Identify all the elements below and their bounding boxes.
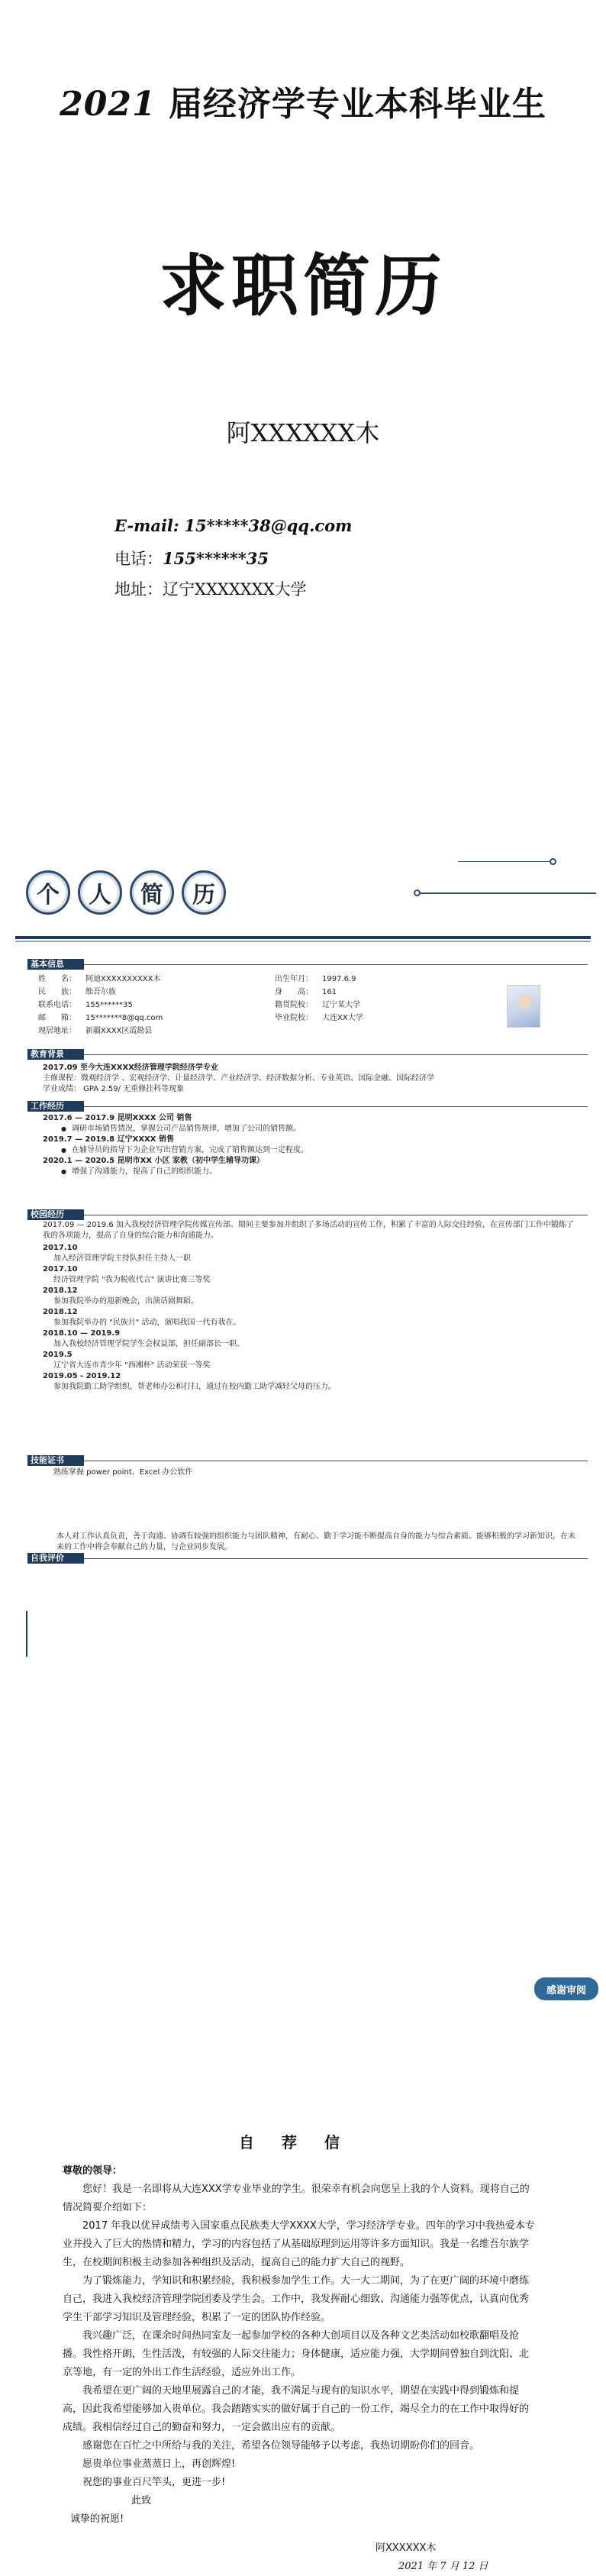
letter-title: 自荐信 — [239, 2133, 367, 2152]
letter-wish: 愿贵单位事业蒸蒸日上，再创辉煌! — [82, 2458, 236, 2470]
address-label: 地址： — [114, 580, 163, 599]
info-value: 155******35 — [85, 1001, 133, 1009]
section-rule — [84, 1106, 588, 1107]
cover-letter — [63, 2162, 536, 2576]
info-label: 姓 名： — [38, 975, 76, 983]
info-value: 161 — [322, 988, 337, 996]
letter-paragraph: 为了锻炼能力，学知识和积累经验，我积极参加学生工作。大一大二期间，为了在更广阔的环境中磨练自己，我进入我校经济管理学院团委及学生会。工作中，我发挥耐心细致、沟通能力强等优点，认真向优秀学生干部学习知识及管理经验，积累了一定的团队协作经验。 — [63, 2275, 530, 2323]
work-block — [43, 1113, 577, 1177]
info-label: 现居地址： — [38, 1027, 76, 1035]
info-label: 邮 箱： — [38, 1014, 76, 1022]
letter-closing: 诚挚的祝愿! — [70, 2513, 124, 2525]
campus-date: 2018.12 — [43, 1286, 78, 1295]
info-value: 阿迪XXXXXXXXXX木 — [85, 975, 161, 983]
section-rule — [84, 1558, 588, 1559]
email-label: E-mail: — [114, 516, 179, 535]
work-title: 2019.7 — 2019.8 辽宁XXXX 销售 — [43, 1135, 174, 1144]
letter-paragraph: 您好！我是一名即将从大连XXX学专业毕业的学生。很荣幸有机会向您呈上我的个人资料。现将自己的情况简要介绍如下： — [63, 2184, 530, 2213]
campus-date: 2018.12 — [43, 1308, 78, 1316]
cover-title — [0, 76, 606, 125]
letter-signature: 阿XXXXXX木 — [376, 2542, 437, 2554]
info-value: 1997.6.9 — [322, 975, 356, 983]
info-value: 新疆XXXX区霞勘县 — [85, 1027, 153, 1035]
decor-line — [458, 861, 550, 862]
edu-line: 2017.09 至今大连XXXX经济管理学院经济学专业 — [43, 1064, 218, 1072]
info-value: 15*******8@qq.com — [85, 1014, 163, 1022]
campus-desc: 参加我院举办的 "民族月" 活动，演唱我国一代有我在。 — [53, 1319, 241, 1327]
work-desc: ● 增强了沟通能力，提高了自己的组织能力。 — [61, 1167, 577, 1177]
resume-heading — [26, 870, 226, 915]
info-label: 毕业院校： — [275, 1014, 313, 1022]
info-value — [322, 1026, 467, 1037]
decor-line — [421, 893, 596, 894]
letter-paragraph: 我希望在更广阔的天地里展露自己的才能，我不满足与现有的知识水平，期望在实践中得到锻炼和提高，因此我希望能够加入贵单位。我会踏踏实实的做好属于自己的一份工作，竭尽全力的在工作中取得好的成绩。我相信经过自己的勤奋和努力，一定会做出应有的贡献。 — [63, 2385, 530, 2433]
profile-photo — [507, 985, 540, 1028]
contact-email — [114, 516, 352, 535]
info-label: 出生年月： — [275, 975, 313, 983]
applicant-name: 阿XXXXXX木 — [226, 418, 380, 447]
info-label: 联系电话： — [38, 1001, 76, 1009]
info-value: 大连XX大学 — [322, 1014, 363, 1022]
campus-block — [43, 1220, 577, 1393]
email-value: 15*****38@qq.com — [184, 516, 353, 535]
info-value: 辽宁某大学 — [322, 1001, 360, 1009]
main-title: 求职简历 — [159, 246, 446, 325]
decor-dot — [414, 889, 421, 896]
campus-date: 2019.5 — [43, 1351, 73, 1359]
self-eval-text: 本人对工作认真负责，善于沟通、协调有较强的组织能力与团队精神，有耐心、勤于学习能不断提高自身的能力与综合素质。能够积极的学习新知识，在未来的工作中将会奉献自己的力量，与企业同步发展。 — [56, 1532, 575, 1551]
address-value: 辽宁XXXXXXX大学 — [163, 580, 307, 599]
info-label: 身 高： — [275, 988, 313, 996]
letter-paragraph: 感谢您在百忙之中所给与我的关注，希望各位领导能够予以考虑，我热切期盼你们的回音。 — [82, 2440, 480, 2452]
letter-greeting: 尊敬的领导： — [63, 2165, 123, 2177]
letter-paragraph: 我兴趣广泛，在课余时间热同室友一起参加学校的各种大创项目以及各种文艺类活动如校歌翻唱及抢播。我性格开朗，生性活泼，有较强的人际交往能力；身体健康，适应能力强，大学期间曾独自到沈阳、北京等地，有一定的外出工作生活经验，适应外出工作。 — [63, 2330, 530, 2378]
campus-desc: 辽宁省大连市青少年 "西湘杯" 活动荣获一等奖 — [53, 1361, 211, 1370]
skills-text: 熟练掌握 power point、Excel 办公软件 — [53, 1468, 193, 1477]
campus-date: 2019.05 - 2019.12 — [43, 1372, 121, 1380]
letter-closing: 此致 — [131, 2495, 152, 2507]
letter-paragraph: 2017 年我以优异成绩考入国家重点民族类大学XXXX大学，学习经济学专业。四年的学习中我热爱本专业并投入了巨大的热情和精力，学习的内容包括了从基础原理到运用等许多方面知识。我是一名维吾尔族学生，在校期间积极主动参加各种组织及活动，提高自己的能力扩大自己的视野。 — [63, 2220, 535, 2268]
contact-address — [114, 577, 307, 600]
thanks-stamp: 感谢审阅 — [534, 1977, 598, 2000]
section-self: 自我评价 — [31, 1553, 64, 1563]
info-label: 民 族： — [38, 988, 76, 996]
heading-char-2: 人 — [78, 870, 122, 915]
heading-char-4: 历 — [182, 870, 226, 915]
cover-title-rest: 届经济学专业本科毕业生 — [156, 85, 546, 124]
phone-label: 电话： — [114, 550, 163, 568]
section-work: 工作经历 — [31, 1101, 64, 1111]
section-campus: 校园经历 — [31, 1209, 64, 1219]
campus-desc: 加入经济管理学院主持队担任主持人一职 — [53, 1254, 191, 1263]
education-block — [43, 1063, 577, 1095]
work-desc: ● 调研市场销售情况，掌握公司产品销售规律，增加了公司的销售额。 — [61, 1124, 577, 1135]
phone-value: 155******35 — [163, 549, 269, 568]
edu-line: 学业成绩： GPA 2.59/ 无重修挂科等现象 — [43, 1085, 185, 1093]
work-title: 2020.1 — 2020.5 昆明市XX 小区 家教（初中学生辅导功课） — [43, 1157, 265, 1165]
section-rule — [84, 964, 588, 965]
section-edu: 教育背景 — [31, 1049, 64, 1059]
basic-info-grid — [38, 974, 466, 1037]
work-title: 2017.6 — 2017.9 昆明XXXX 公司 销售 — [43, 1114, 192, 1122]
section-skills: 技能证书 — [31, 1455, 64, 1465]
contact-phone — [114, 547, 269, 570]
info-label: 籍贯院校： — [275, 1001, 313, 1009]
heading-char-1: 个 — [26, 870, 70, 915]
cover-year: 2021 — [60, 85, 156, 124]
decor-dot — [550, 858, 556, 865]
letter-date: 2021 年 7 月 12 日 — [398, 2561, 488, 2572]
info-value: 维吾尔族 — [85, 988, 116, 996]
section-rule — [84, 1054, 588, 1055]
campus-desc: 加入我校经济管理学院学生会权益部，担任副部长一职。 — [53, 1340, 244, 1348]
campus-date: 2017.10 — [43, 1244, 78, 1252]
campus-date: 2017.10 — [43, 1265, 78, 1273]
letter-wish: 祝您的事业百尺竿头，更进一步! — [82, 2477, 226, 2488]
header-band-thin — [15, 941, 591, 942]
campus-desc: 经济管理学院 "我为税收代言" 演讲比赛三等奖 — [53, 1276, 211, 1284]
header-band — [15, 936, 591, 939]
section-basic: 基本信息 — [31, 959, 64, 969]
campus-date: 2018.10 — 2019.9 — [43, 1329, 121, 1338]
campus-intro: 2017.09 — 2019.6 加入我校经济管理学院传媒宣传部。期间主要参加并组织了多场活动的宣传工作，积累了丰富的人际交往经验，在宣传部门工作中锻炼了我的各项能力，提高了自身的综合能力和沟通能力。 — [43, 1221, 574, 1240]
decor-bar — [26, 1611, 27, 1657]
work-desc: ● 在辅导员的指导下为企业写出营销方案，完成了销售额达到一定程度。 — [61, 1145, 577, 1156]
info-label — [275, 1026, 322, 1037]
campus-desc: 参加我院举办的迎新晚会，出演话剧舞蹈。 — [53, 1297, 198, 1306]
edu-line: 主修课程：微观经济学 、宏观经济学、计量经济学、产业经济学、经济数据分析、专业英语、国际金融、国际经济学 — [43, 1074, 435, 1083]
campus-desc: 参加我院勤工助学组织，帮老师办公和打扫，通过在校内勤工助学减轻父母的压力。 — [53, 1383, 336, 1391]
heading-char-3: 简 — [130, 870, 174, 915]
